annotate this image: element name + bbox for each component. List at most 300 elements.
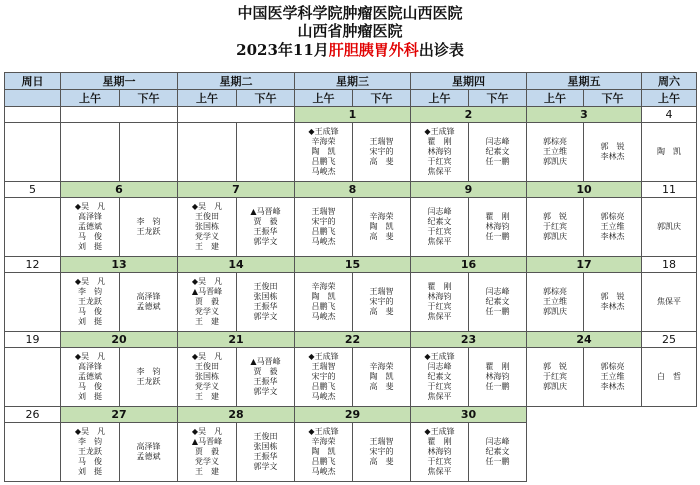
doctor-name: 辛海荣 [311, 282, 336, 291]
doctor-name: 王瑞智 [311, 207, 336, 216]
doctor-cell [237, 123, 295, 182]
doctor-name: 林海钧 [427, 147, 452, 156]
date-number: 26 [5, 407, 61, 423]
doctor-name: 党学义 [195, 382, 219, 391]
doctor-cell [237, 273, 295, 332]
date-number [527, 407, 642, 423]
doctor-name: 马峻杰 [311, 467, 336, 476]
doctor-name: 纪素文 [485, 147, 510, 156]
schedule-header [0, 0, 700, 72]
doctor-cell [353, 123, 411, 182]
doctor-cell [61, 123, 120, 182]
weekday-header: 星期五 [527, 73, 642, 90]
doctor-cell [353, 198, 411, 257]
doctor-name: 郭学文 [253, 387, 278, 396]
doctor-name: 郭凯庆 [543, 382, 567, 391]
doctor-cell [5, 273, 61, 332]
doctor-name: 张国栋 [253, 292, 278, 301]
pm-header: 下午 [469, 90, 527, 107]
date-number: 10 [527, 182, 642, 198]
date-number: 18 [642, 257, 697, 273]
doctor-name: 王龙跃 [78, 297, 102, 306]
pm-header: 下午 [120, 90, 178, 107]
pm-header: 下午 [237, 90, 295, 107]
doctor-name: 于红宾 [427, 457, 452, 466]
date-number: 16 [411, 257, 527, 273]
doctor-name: 宋宇的 [311, 372, 336, 381]
weekday-header: 周日 [5, 73, 61, 90]
doctor-name: 李林杰 [600, 152, 625, 161]
date-number: 23 [411, 332, 527, 348]
doctor-cell [120, 123, 178, 182]
doctor-name: 王俊田 [253, 432, 278, 441]
doctor-cell [527, 198, 584, 257]
date-number [642, 407, 697, 423]
doctor-name: 马峻杰 [311, 312, 336, 321]
title-suffix: 出诊表 [418, 41, 464, 59]
doctor-name: ◆吴 凡 [74, 352, 106, 361]
doctor-cell [469, 123, 527, 182]
date-number: 19 [5, 332, 61, 348]
doctor-name: ◆吴 凡 [191, 352, 223, 361]
doctor-cell [411, 423, 469, 482]
doctor-name: 孟德斌 [78, 222, 102, 231]
am-header: 上午 [295, 90, 353, 107]
doctor-cell [642, 348, 697, 407]
doctor-cell [120, 198, 178, 257]
doctor-name: 郭 锐 [600, 292, 625, 301]
doctor-cell [5, 123, 61, 182]
title-department: 肝胆胰胃外科 [328, 41, 419, 59]
doctor-name: 吕鹏飞 [311, 302, 336, 311]
doctor-name: 王 建 [195, 242, 219, 251]
doctor-cell [527, 273, 584, 332]
doctor-name: ◆吴 凡 [74, 427, 106, 436]
doctor-cell [584, 423, 642, 482]
doctor-name: 孟德斌 [78, 372, 102, 381]
date-row [5, 332, 697, 348]
doctor-name: 高 斐 [369, 157, 394, 166]
doctor-name: ◆吴 凡 [74, 202, 106, 211]
date-number: 12 [5, 257, 61, 273]
doctor-cell [584, 273, 642, 332]
doctor-name: 马 俊 [78, 382, 102, 391]
doctor-cell [469, 198, 527, 257]
doctor-name: ◆王成锋 [308, 127, 339, 136]
doctor-cell [178, 123, 237, 182]
date-number: 15 [295, 257, 411, 273]
date-number: 14 [178, 257, 295, 273]
date-number: 3 [527, 107, 642, 123]
doctor-name: ◆王成锋 [424, 352, 455, 361]
doctor-cell [237, 348, 295, 407]
doctor-name: 王瑞智 [369, 137, 394, 146]
doctor-name: 郭 锐 [543, 362, 567, 371]
pm-header: 下午 [353, 90, 411, 107]
doctor-name: 陶 凯 [657, 147, 681, 156]
doctor-name: 高 斐 [369, 382, 394, 391]
doctor-name: ◆王成锋 [424, 127, 455, 136]
doctor-name: 党学义 [195, 232, 219, 241]
doctor-cell [5, 198, 61, 257]
doctor-name: ◆吴 凡 [191, 427, 223, 436]
doctor-cell [5, 348, 61, 407]
doctor-name: 高泽锋 [78, 212, 102, 221]
doctor-name: 高 斐 [369, 307, 394, 316]
doctor-name: 于红宾 [543, 372, 567, 381]
doctor-name: 孟德斌 [136, 302, 161, 311]
doctor-name: 王俊田 [253, 282, 278, 291]
doctor-cell [584, 348, 642, 407]
doctor-name: 焦保平 [427, 392, 452, 401]
doctor-cell [178, 198, 237, 257]
doctor-cell [237, 198, 295, 257]
doctor-name: 王 建 [195, 467, 219, 476]
doctor-name: 闫志峰 [485, 137, 510, 146]
doctor-cell [178, 348, 237, 407]
doctor-name: 李 钧 [78, 287, 102, 296]
doctor-name: 刘 挺 [78, 392, 102, 401]
weekday-header: 星期三 [295, 73, 411, 90]
doctor-cell [295, 198, 353, 257]
doctor-cell [469, 423, 527, 482]
doctor-cell [353, 423, 411, 482]
doctor-name: 高 斐 [369, 232, 394, 241]
doctor-name: 纪素文 [485, 447, 510, 456]
doctor-name: 于红宾 [427, 302, 452, 311]
doctor-name: 吕鹏飞 [311, 382, 336, 391]
doctor-name: ◆王成锋 [308, 427, 339, 436]
doctor-name: 王振华 [253, 377, 278, 386]
doctor-name: 闫志峰 [427, 207, 452, 216]
doctor-name: 李林杰 [600, 302, 625, 311]
doctor-cell [353, 273, 411, 332]
doctor-name: 纪素文 [485, 297, 510, 306]
doctor-cell [5, 423, 61, 482]
doctor-name: 贾 毅 [195, 297, 219, 306]
am-header: 上午 [527, 90, 584, 107]
doctor-name: 党学义 [195, 307, 219, 316]
doctor-name: ▲马晋峰 [250, 207, 281, 216]
doctor-cell [353, 348, 411, 407]
schedule-table [4, 72, 697, 482]
doctor-cell [642, 123, 697, 182]
doctor-name: 马峻杰 [311, 237, 336, 246]
doctor-name: 纪素文 [427, 372, 452, 381]
doctor-name: ◆王成锋 [424, 427, 455, 436]
doctor-cell [642, 423, 697, 482]
doctor-name: 闫志峰 [485, 287, 510, 296]
doctor-name: 王瑞智 [311, 362, 336, 371]
date-number: 17 [527, 257, 642, 273]
doctor-row [5, 198, 697, 257]
doctor-name: 王立维 [600, 372, 625, 381]
doctor-cell [469, 348, 527, 407]
doctor-name: 陶 凯 [369, 372, 394, 381]
doctor-name: 宋宇的 [369, 147, 394, 156]
doctor-name: 李 钧 [78, 437, 102, 446]
date-number: 22 [295, 332, 411, 348]
doctor-name: 辛海荣 [311, 137, 336, 146]
doctor-name: ◆吴 凡 [74, 277, 106, 286]
doctor-name: ▲马晋峰 [191, 287, 223, 296]
doctor-name: 王龙跃 [136, 227, 161, 236]
doctor-name: 刘 挺 [78, 467, 102, 476]
date-number [5, 107, 61, 123]
doctor-cell [61, 348, 120, 407]
doctor-cell [295, 423, 353, 482]
am-header: 上午 [642, 90, 697, 107]
doctor-name: 瞿 刚 [427, 437, 452, 446]
doctor-name: 郭学文 [253, 312, 278, 321]
hospital-subname: 山西省肿瘤医院 [297, 22, 403, 40]
doctor-name: 王瑞智 [369, 287, 394, 296]
doctor-name: 刘 挺 [78, 317, 102, 326]
doctor-name: 郭凯庆 [657, 222, 681, 231]
doctor-name: 吕鹏飞 [311, 157, 336, 166]
doctor-name: 于红宾 [427, 157, 452, 166]
date-number: 9 [411, 182, 527, 198]
date-row [5, 182, 697, 198]
doctor-name: 焦保平 [657, 297, 681, 306]
doctor-name: 于红宾 [543, 222, 567, 231]
doctor-name: 林海钧 [485, 222, 510, 231]
doctor-name: 王龙跃 [78, 447, 102, 456]
doctor-name: 郭凯庆 [543, 157, 567, 166]
doctor-name: 王 建 [195, 392, 219, 401]
doctor-name: 马峻杰 [311, 392, 336, 401]
doctor-name: 党学义 [195, 457, 219, 466]
doctor-name: 王龙跃 [136, 377, 161, 386]
doctor-name: 瞿 刚 [485, 362, 510, 371]
doctor-name: 焦保平 [427, 167, 452, 176]
weekday-header: 周六 [642, 73, 697, 90]
date-number: 20 [61, 332, 178, 348]
doctor-name: 张国栋 [195, 372, 219, 381]
weekday-header: 星期二 [178, 73, 295, 90]
title-month: 2023年11月 [236, 41, 329, 59]
doctor-cell [295, 273, 353, 332]
am-header: 上午 [411, 90, 469, 107]
doctor-name: 焦保平 [427, 467, 452, 476]
doctor-cell [61, 198, 120, 257]
doctor-name: 高泽锋 [136, 292, 161, 301]
schedule-title [0, 40, 700, 60]
doctor-cell [411, 198, 469, 257]
date-row [5, 257, 697, 273]
doctor-name: 张国栋 [253, 442, 278, 451]
date-number: 27 [61, 407, 178, 423]
date-number: 29 [295, 407, 411, 423]
doctor-name: 贾 毅 [253, 217, 278, 226]
weekday-header: 星期一 [61, 73, 178, 90]
date-number: 1 [295, 107, 411, 123]
am-pm-header-row [5, 90, 697, 107]
doctor-name: 郭学文 [253, 237, 278, 246]
doctor-name: 任一鹏 [485, 307, 510, 316]
doctor-cell [527, 423, 584, 482]
date-number: 5 [5, 182, 61, 198]
doctor-name: 宋宇的 [369, 447, 394, 456]
doctor-name: 王立维 [600, 222, 625, 231]
doctor-name: 于红宾 [427, 382, 452, 391]
doctor-cell [120, 348, 178, 407]
doctor-name: 陶 凯 [311, 292, 336, 301]
doctor-name: 郭棕亮 [600, 362, 625, 371]
date-number: 11 [642, 182, 697, 198]
doctor-name: 郭 锐 [543, 212, 567, 221]
doctor-name: 李 钧 [136, 367, 161, 376]
doctor-name: 焦保平 [427, 312, 452, 321]
date-number: 13 [61, 257, 178, 273]
weekday-header-row [5, 73, 697, 90]
doctor-name: 宋宇的 [369, 297, 394, 306]
doctor-name: ◆王成锋 [308, 352, 339, 361]
doctor-name: 王瑞智 [369, 437, 394, 446]
doctor-name: 林海钧 [427, 292, 452, 301]
doctor-name: 马 俊 [78, 307, 102, 316]
doctor-name: 贾 毅 [195, 447, 219, 456]
doctor-name: 白 哲 [657, 372, 681, 381]
doctor-name: 闫志峰 [427, 362, 452, 371]
doctor-name: 马峻杰 [311, 167, 336, 176]
doctor-name: 任一鹏 [485, 457, 510, 466]
doctor-name: 马 俊 [78, 232, 102, 241]
doctor-name: ◆吴 凡 [191, 277, 223, 286]
date-number: 2 [411, 107, 527, 123]
doctor-name: 王立维 [543, 297, 567, 306]
am-header: 上午 [178, 90, 237, 107]
date-number: 21 [178, 332, 295, 348]
doctor-cell [61, 423, 120, 482]
doctor-name: 林海钧 [485, 372, 510, 381]
doctor-name: 任一鹏 [485, 157, 510, 166]
date-number: 25 [642, 332, 697, 348]
doctor-name: 李 钧 [136, 217, 161, 226]
doctor-cell [469, 273, 527, 332]
doctor-row [5, 348, 697, 407]
doctor-name: 孟德斌 [136, 452, 161, 461]
date-row [5, 107, 697, 123]
doctor-name: ▲马晋峰 [191, 437, 223, 446]
doctor-name: 瞿 刚 [427, 137, 452, 146]
doctor-cell [237, 423, 295, 482]
doctor-name: 宋宇的 [311, 217, 336, 226]
doctor-name: 郭学文 [253, 462, 278, 471]
doctor-name: 高 斐 [369, 457, 394, 466]
date-row [5, 407, 697, 423]
doctor-cell [411, 273, 469, 332]
date-number: 28 [178, 407, 295, 423]
date-number: 24 [527, 332, 642, 348]
hospital-name: 中国医学科学院肿瘤医院山西医院 [237, 4, 463, 22]
doctor-name: 纪素文 [427, 217, 452, 226]
doctor-name: 瞿 刚 [427, 282, 452, 291]
date-number [61, 107, 178, 123]
doctor-name: 陶 凯 [311, 147, 336, 156]
doctor-cell [584, 198, 642, 257]
doctor-cell [527, 123, 584, 182]
doctor-name: 辛海荣 [311, 437, 336, 446]
doctor-name: 王振华 [253, 227, 278, 236]
doctor-cell [295, 123, 353, 182]
doctor-name: 郭棕亮 [543, 137, 567, 146]
date-number: 4 [642, 107, 697, 123]
doctor-cell [120, 273, 178, 332]
doctor-name: 刘 挺 [78, 242, 102, 251]
doctor-name: 郭棕亮 [600, 212, 625, 221]
doctor-name: ▲马晋峰 [250, 357, 281, 366]
doctor-name: 陶 凯 [369, 222, 394, 231]
doctor-name: 郭 锐 [600, 142, 625, 151]
doctor-cell [527, 348, 584, 407]
doctor-name: 贾 毅 [253, 367, 278, 376]
doctor-cell [584, 123, 642, 182]
doctor-name: ◆吴 凡 [191, 202, 223, 211]
doctor-cell [120, 423, 178, 482]
doctor-cell [178, 273, 237, 332]
doctor-row [5, 423, 697, 482]
doctor-name: 李林杰 [600, 382, 625, 391]
doctor-name: 高泽锋 [136, 442, 161, 451]
doctor-name: 陶 凯 [311, 447, 336, 456]
doctor-name: 王俊田 [195, 362, 219, 371]
doctor-name: 吕鹏飞 [311, 457, 336, 466]
doctor-cell [642, 273, 697, 332]
date-number: 6 [61, 182, 178, 198]
doctor-cell [642, 198, 697, 257]
doctor-name: 林海钧 [427, 447, 452, 456]
doctor-cell [411, 123, 469, 182]
doctor-name: 郭棕亮 [543, 287, 567, 296]
date-number: 8 [295, 182, 411, 198]
doctor-cell [61, 273, 120, 332]
date-number [178, 107, 295, 123]
doctor-name: 郭凯庆 [543, 307, 567, 316]
weekday-header: 星期四 [411, 73, 527, 90]
doctor-name: 焦保平 [427, 237, 452, 246]
doctor-name: 任一鹏 [485, 382, 510, 391]
doctor-name: 王立维 [543, 147, 567, 156]
doctor-row [5, 123, 697, 182]
doctor-row [5, 273, 697, 332]
pm-header: 下午 [584, 90, 642, 107]
am-header: 上午 [61, 90, 120, 107]
date-number: 7 [178, 182, 295, 198]
doctor-name: 辛海荣 [369, 212, 394, 221]
doctor-cell [295, 348, 353, 407]
doctor-name: 任一鹏 [485, 232, 510, 241]
doctor-name: 张国栋 [195, 222, 219, 231]
doctor-name: 于红宾 [427, 227, 452, 236]
doctor-name: 瞿 刚 [485, 212, 510, 221]
doctor-name: 王俊田 [195, 212, 219, 221]
date-number: 30 [411, 407, 527, 423]
doctor-name: 李林杰 [600, 232, 625, 241]
doctor-cell [411, 348, 469, 407]
doctor-name: 高泽锋 [78, 362, 102, 371]
doctor-name: 马 俊 [78, 457, 102, 466]
am-pm-spacer [5, 90, 61, 107]
doctor-name: 王振华 [253, 302, 278, 311]
doctor-name: 王 建 [195, 317, 219, 326]
doctor-name: 辛海荣 [369, 362, 394, 371]
doctor-name: 闫志峰 [485, 437, 510, 446]
doctor-name: 吕鹏飞 [311, 227, 336, 236]
doctor-name: 郭凯庆 [543, 232, 567, 241]
doctor-name: 王振华 [253, 452, 278, 461]
doctor-cell [178, 423, 237, 482]
